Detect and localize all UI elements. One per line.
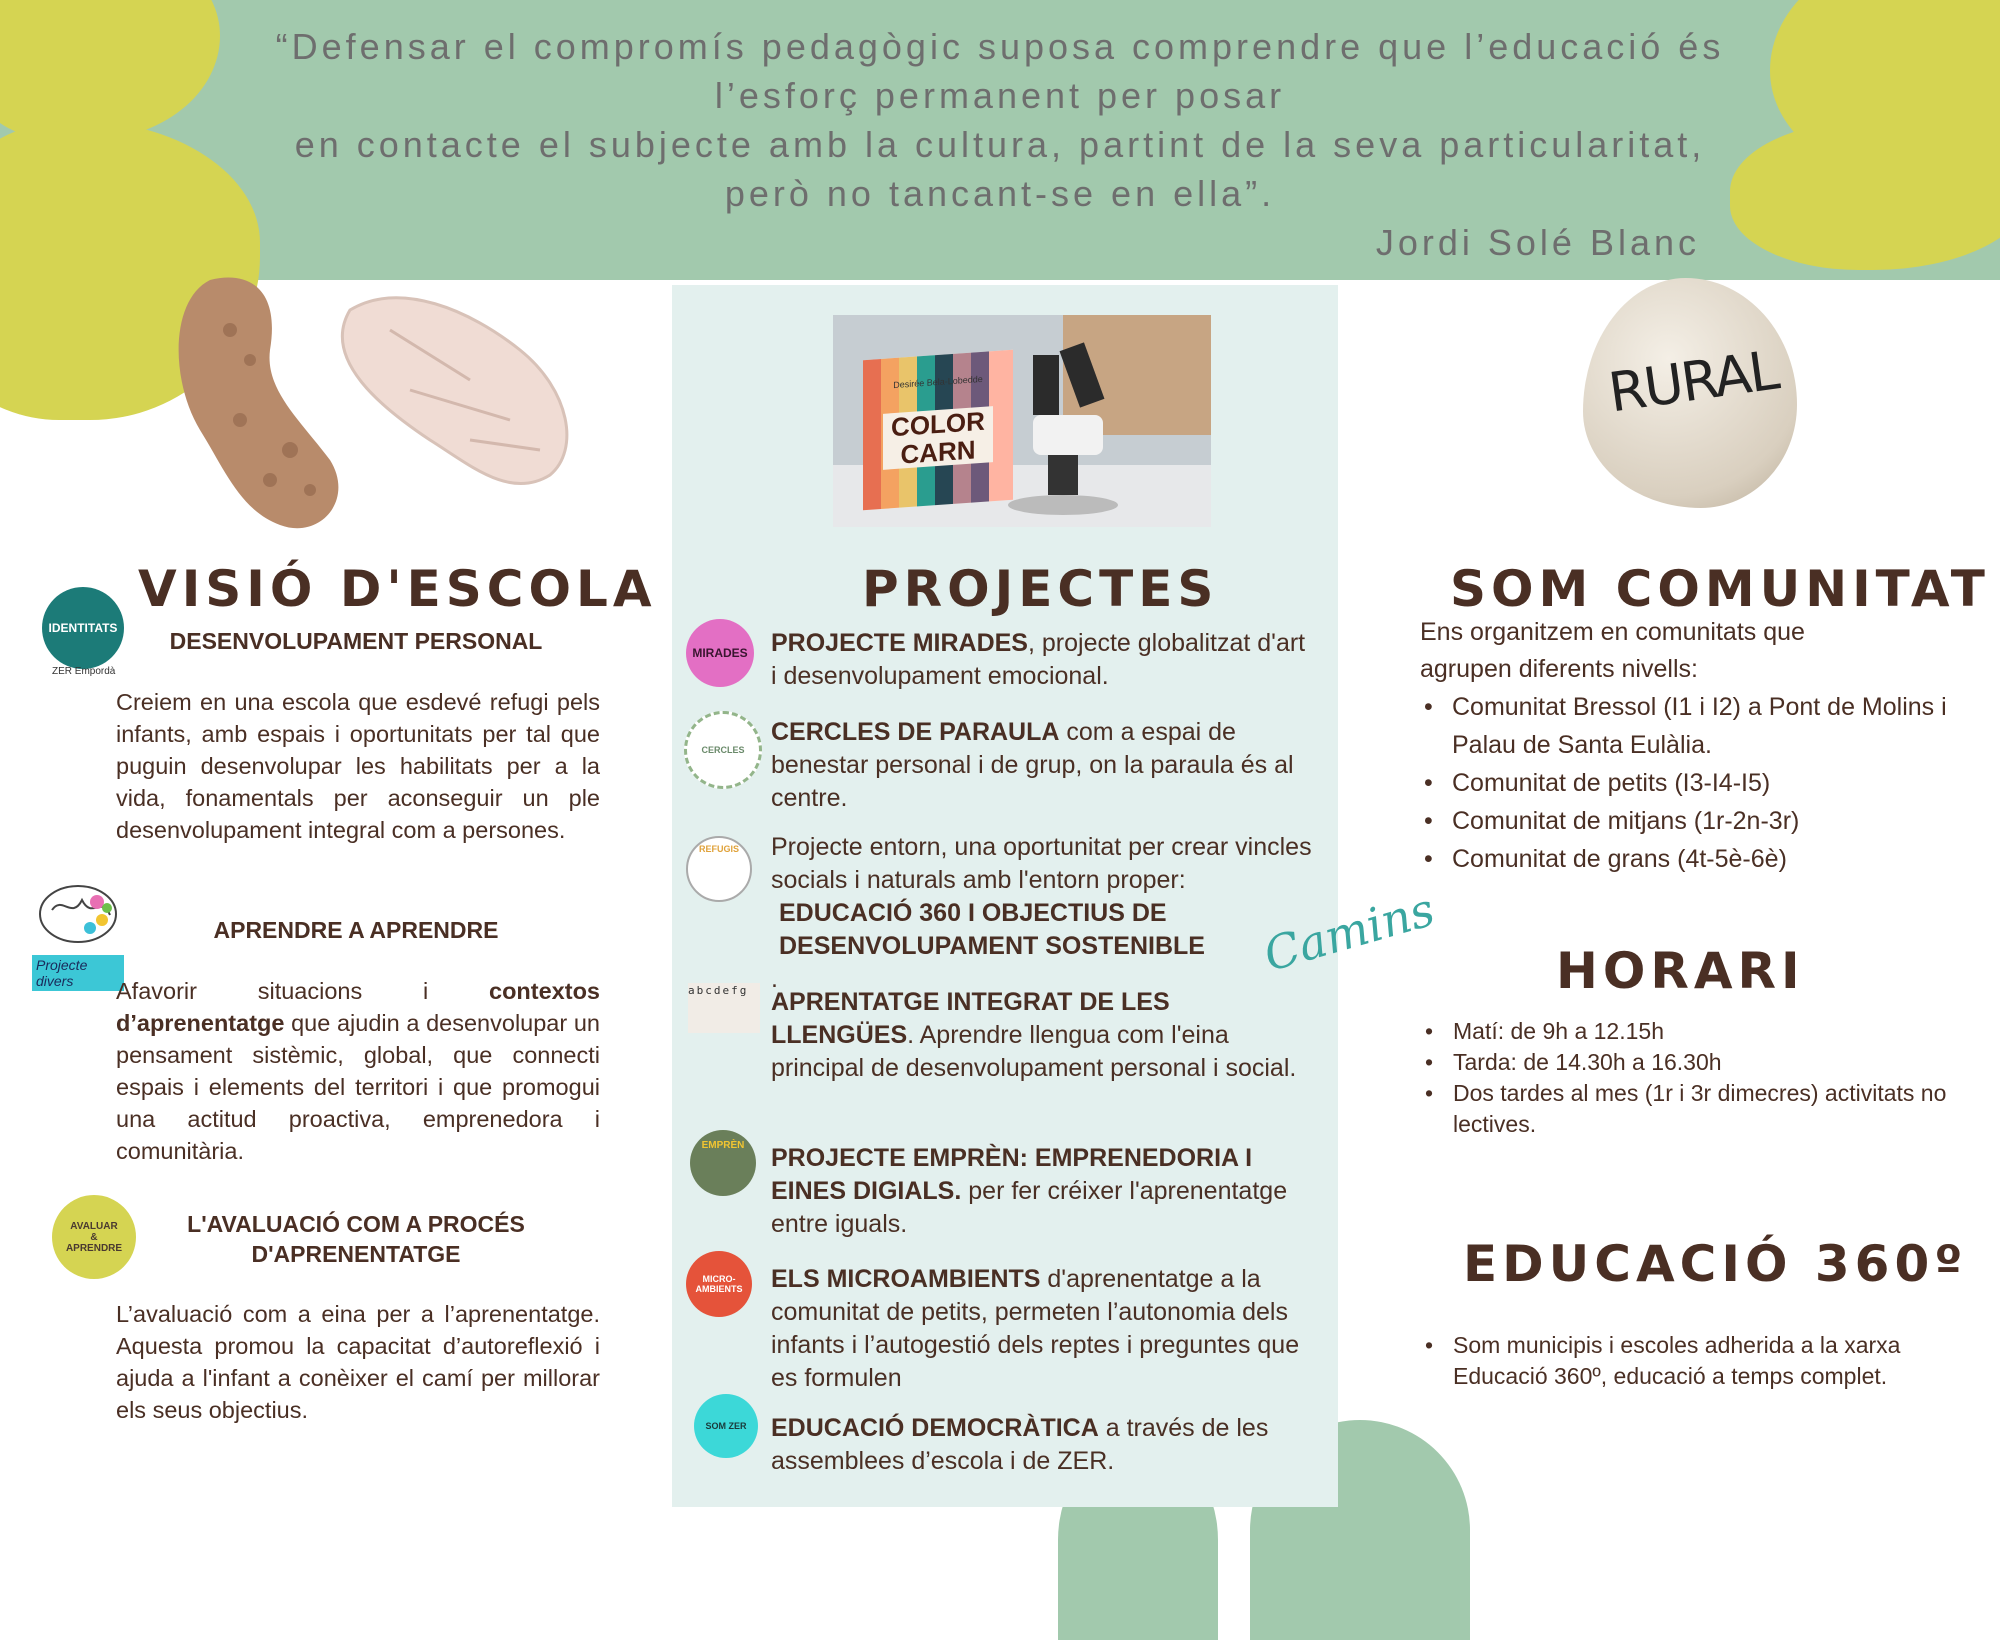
rural-stone-image xyxy=(1583,278,1797,508)
project-mirades-title: PROJECTE MIRADES xyxy=(771,629,1028,657)
project-microambients xyxy=(771,1263,1311,1395)
footprints-image xyxy=(170,270,590,540)
microambients-icon xyxy=(686,1251,752,1317)
schedule-item: • Tarda: de 14.30h a 16.30h xyxy=(1421,1047,1981,1078)
quote-line: però no tancant-se en ella”. xyxy=(724,173,1276,214)
badge-line: & xyxy=(90,1231,98,1243)
project-llengues-title: APRENTATGE INTEGRAT DE LES LLENGÜES xyxy=(771,988,1170,1049)
empren-icon-label: EMPRÈN xyxy=(701,1140,745,1151)
microambients-icon-label: MICRO- AMBIENTS xyxy=(695,1274,743,1294)
learn-text-start: Afavorir situacions i xyxy=(116,978,489,1004)
brain-icon xyxy=(32,880,124,950)
cercles-icon xyxy=(684,711,762,789)
project-entorn-desc: Projecte entorn, una oportunitat per crear vincles socials i naturals amb l'entorn proper: xyxy=(771,833,1312,894)
project-empren xyxy=(771,1142,1331,1241)
empren-icon xyxy=(690,1130,756,1196)
subtitle-line: L'AVALUACIÓ COM A PROCÉS xyxy=(187,1211,525,1237)
projects-title: PROJECTES xyxy=(862,560,1219,618)
subtitle-learn-to-learn: APRENDRE A APRENDRE xyxy=(213,917,499,943)
alphabet-icon xyxy=(688,983,760,1033)
project-microambients-title: ELS MICROAMBIENTS xyxy=(771,1265,1041,1293)
project-democratica-title: EDUCACIÓ DEMOCRÀTICA xyxy=(771,1414,1099,1442)
learn-text-end: que ajudin a desenvolupar un pensament sistèmic, global, que connecti espais i elements del territori i que promogui una actitud proactiva, emprenedora i comunitària. xyxy=(116,1010,600,1164)
alphabet-icon-label: abcdefg xyxy=(688,984,749,997)
som-zer-icon xyxy=(694,1394,758,1458)
community-item: • Comunitat de petits (I3-I4-I5) xyxy=(1420,764,1980,802)
project-mirades xyxy=(771,627,1311,693)
project-empren-title: PROJECTE EMPRÈN: EMPRENEDORIA I EINES DIGIALS. xyxy=(771,1144,1253,1205)
quote-author: Jordi Solé Blanc xyxy=(1375,222,1700,263)
quote-line: l’esforç permanent per posar xyxy=(714,75,1286,116)
community-item: • Comunitat de mitjans (1r-2n-3r) xyxy=(1420,802,1980,840)
yellow-blob-right xyxy=(1730,120,2000,270)
avaluar-aprendre-badge xyxy=(52,1195,136,1279)
assessment-text: L’avaluació com a eina per a l’aprenentatge. Aquesta promou la capacitat d’autoreflexió i ajuda a l'infant a conèixer el camí per millorar els seus objectius. xyxy=(116,1301,600,1423)
project-microambients-desc: d'aprenentatge a la comunitat de petits, permeten l’autonomia dels infants i l’autogestió dels reptes i preguntes que es formulen xyxy=(771,1265,1300,1392)
project-entorn-tail: . xyxy=(771,965,778,993)
project-democratica xyxy=(771,1412,1311,1478)
community-item: • Comunitat Bressol (I1 i I2) a Pont de Molins i Palau de Santa Eulàlia. xyxy=(1420,688,1980,764)
identitats-logo-sub: ZER Empordà xyxy=(52,666,116,677)
educacio-item: • Som municipis i escoles adherida a la xarxa Educació 360º, educació a temps complet. xyxy=(1421,1330,1961,1392)
quote-line: “Defensar el compromís pedagògic suposa comprendre que l’educació és xyxy=(275,26,1725,67)
project-llengues xyxy=(771,986,1311,1085)
schedule-item: • Matí: de 9h a 12.15h xyxy=(1421,1016,1981,1047)
book-title: COLOR CARN xyxy=(883,406,993,470)
project-entorn xyxy=(771,831,1331,996)
mirades-icon xyxy=(686,619,754,687)
vision-title: VISIÓ D'ESCOLA xyxy=(138,560,657,618)
mirades-icon-label: MIRADES xyxy=(692,646,748,660)
identitats-logo xyxy=(42,587,124,669)
refugis-icon xyxy=(686,836,752,902)
quote-line: en contacte el subjecte amb la cultura, partint de la seva particularitat, xyxy=(294,124,1706,165)
microscope-photo xyxy=(833,315,1211,527)
educacio-list xyxy=(1421,1330,1961,1392)
educacio-title: EDUCACIÓ 360º xyxy=(1463,1235,1968,1293)
community-title: SOM COMUNITAT xyxy=(1450,560,1990,618)
learn-to-learn-text xyxy=(116,975,600,1167)
community-list xyxy=(1420,688,1980,878)
projecte-divers-logo xyxy=(32,880,124,989)
schedule-list xyxy=(1421,1016,1981,1140)
schedule-item: • Dos tardes al mes (1r i 3r dimecres) activitats no lectives. xyxy=(1421,1078,1981,1140)
community-intro: Ens organitzem en comunitats que agrupen diferents nivells: xyxy=(1420,618,1805,683)
learn-text-bold: contextos d’aprenentatge xyxy=(116,978,600,1036)
project-democratica-desc: a través de les assemblees d’escola i de ZER. xyxy=(771,1414,1269,1475)
schedule-title: HORARI xyxy=(1556,942,1805,1000)
community-item: • Comunitat de grans (4t-5è-6è) xyxy=(1420,840,1980,878)
refugis-icon-label: REFUGIS xyxy=(698,844,739,854)
stone-text: RURAL xyxy=(1604,338,1782,425)
som-zer-icon-label: SOM ZER xyxy=(705,1421,747,1431)
project-empren-desc: per fer créixer l'aprenentatge entre iguals. xyxy=(771,1177,1288,1238)
header-quote xyxy=(260,22,1740,218)
camins-script: Camins xyxy=(1257,882,1441,982)
identitats-logo-text: IDENTITATS xyxy=(48,621,118,635)
project-entorn-title: EDUCACIÓ 360 I OBJECTIUS DE DESENVOLUPAMENT SOSTENIBLE xyxy=(779,899,1205,960)
badge-line: APRENDRE xyxy=(65,1242,123,1254)
project-cercles-desc: com a espai de benestar personal i de grup, on la paraula és al centre. xyxy=(771,718,1294,812)
book-author: Desirée Bela-Lobedde xyxy=(893,373,983,391)
project-cercles xyxy=(771,716,1321,815)
project-mirades-desc: , projecte globalitzat d'art i desenvolupament emocional. xyxy=(771,629,1306,690)
subtitle-assessment xyxy=(156,1209,556,1269)
projecte-divers-text: Projecte divers xyxy=(32,955,124,991)
cercles-icon-label: CERCLES xyxy=(701,745,745,755)
project-cercles-title: CERCLES DE PARAULA xyxy=(771,718,1060,746)
subtitle-line: D'APRENENTATGE xyxy=(251,1241,461,1267)
subtitle-personal-development: DESENVOLUPAMENT PERSONAL xyxy=(169,628,543,654)
project-llengues-desc: . Aprendre llengua com l'eina principal de desenvolupament personal i social. xyxy=(771,1021,1297,1082)
badge-line: AVALUAR xyxy=(70,1220,118,1232)
personal-development-text: Creiem en una escola que esdevé refugi pels infants, amb espais i oportunitats per tal que puguin desenvolupar les habilitats per a la vida, fonamentals per aconseguir un ple desenvolupament integral com a persones. xyxy=(116,689,600,843)
microscope-icon xyxy=(833,315,1211,527)
